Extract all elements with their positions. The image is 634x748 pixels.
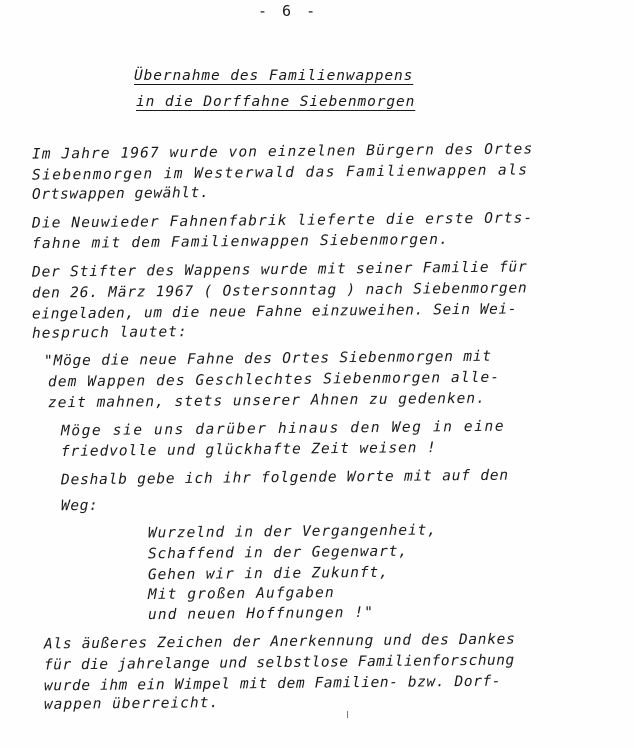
- paragraph-1-line-1: Im Jahre 1967 wurde von einzelnen Bürgern des Ortes: [31, 141, 534, 163]
- verse-line-3: Gehen wir in die Zukunft,: [147, 564, 389, 584]
- paragraph-3-line-4: hespruch lautet:: [31, 324, 188, 342]
- verse-line-4: Mit großen Aufgaben: [147, 585, 335, 603]
- verse-line-5: und neuen Hoffnungen !": [147, 604, 375, 624]
- paragraph-3-line-3: eingeladen, um die neue Fahne einzuweihen. Sein Wei-: [31, 301, 518, 323]
- paragraph-1-line-3: Ortswappen gewählt.: [31, 185, 210, 203]
- heading-line-2: in die Dorffahne Siebenmorgen: [136, 94, 416, 110]
- paragraph-2-line-1: Die Neuwieder Fahnenfabrik lieferte die erste Orts-: [31, 210, 534, 232]
- paragraph-4-line-1: Als äußeres Zeichen der Anerkennung und des Dankes: [43, 631, 516, 653]
- heading-line-1: Übernahme des Familienwappens: [134, 68, 414, 84]
- paragraph-4-line-4: wappen überreicht.: [43, 695, 220, 713]
- scan-mark: [347, 711, 348, 718]
- quote-2-line-1: Möge sie uns darüber hinaus den Weg in eine: [60, 418, 506, 440]
- paragraph-2-line-2: fahne mit dem Familienwappen Siebenmorgen.: [31, 231, 450, 253]
- page-number: - 6 -: [258, 2, 319, 20]
- paragraph-1-line-2: Siebenmorgen im Westerwald das Familienwappen als: [31, 162, 529, 184]
- quote-1-line-2: dem Wappen des Geschlechtes Siebenmorgen alle-: [47, 369, 501, 391]
- paragraph-4-line-3: wurde ihm ein Wimpel mit dem Familien- bzw. Dorf-: [43, 673, 502, 695]
- paragraph-4-line-2: für die jahrelange und selbstlose Familienforschung: [43, 652, 515, 674]
- paragraph-3-line-1: Der Stifter des Wappens wurde mit seiner Familie für: [31, 259, 528, 281]
- quote-1-line-3: zeit mahnen, stets unserer Ahnen zu gedenken.: [47, 390, 486, 412]
- quote-3-line-1: Deshalb gebe ich ihr folgende Worte mit auf den: [60, 467, 509, 489]
- verse-line-2: Schaffend in der Gegenwart,: [147, 543, 409, 563]
- paragraph-3-line-2: den 26. März 1967 ( Ostersonntag ) nach Siebenmorgen: [31, 280, 528, 302]
- verse-line-1: Wurzelnd in der Vergangenheit,: [147, 522, 437, 542]
- quote-2-line-2: friedvolle und glückhafte Zeit weisen !: [60, 440, 437, 460]
- quote-3-line-2: Weg:: [60, 497, 99, 515]
- quote-1-line-1: "Möge die neue Fahne des Ortes Siebenmorgen mit: [43, 348, 492, 370]
